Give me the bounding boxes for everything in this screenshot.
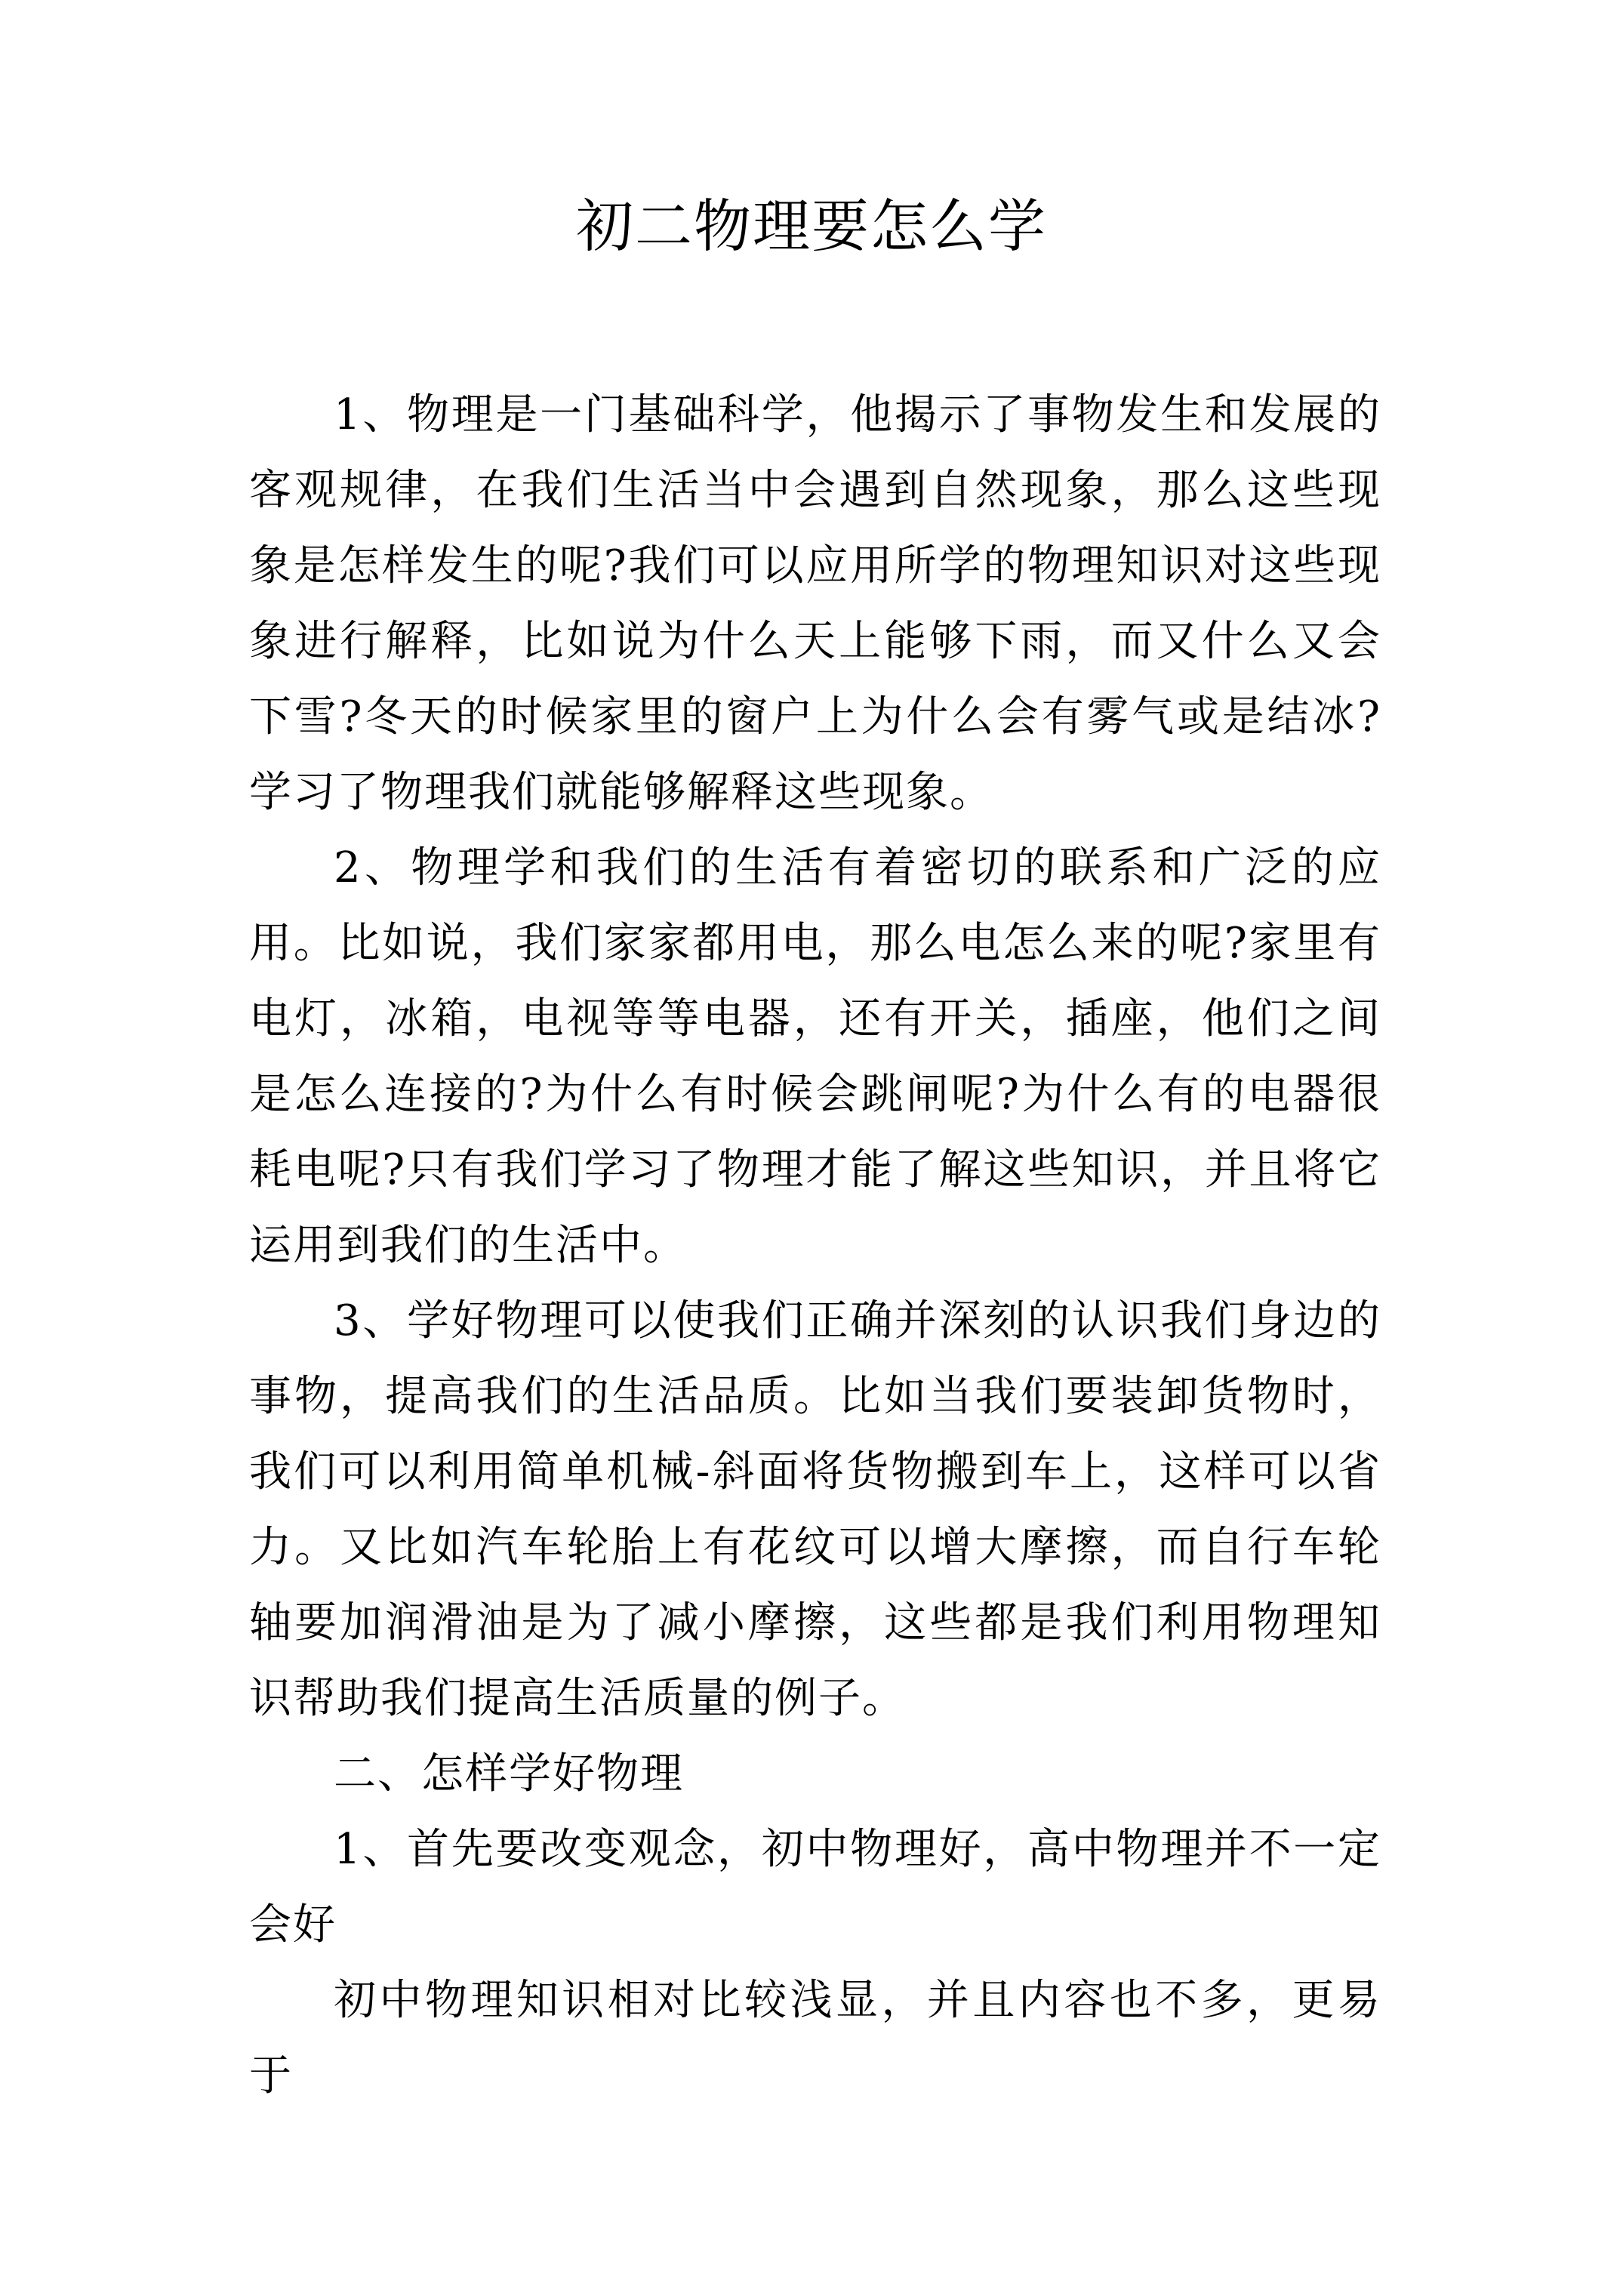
- section-heading: 二、怎样学好物理: [334, 1749, 684, 1798]
- document-body: [249, 378, 1381, 2114]
- document-title: 初二物理要怎么学: [576, 193, 1047, 260]
- paragraph-5: 初中物理知识相对比较浅显，并且内容也不多，更易于: [249, 1976, 1381, 2100]
- paragraph-2: 2、物理学和我们的生活有着密切的联系和广泛的应用。比如说，我们家家都用电，那么电怎么来的呢?家里有电灯，冰箱，电视等等电器，还有开关，插座，他们之间是怎么连接的?为什么有时候会跳闸呢?为什么有的电器很耗电呢?只有我们学习了物理才能了解这些知识，并且将它运用到我们的生活中。: [249, 843, 1381, 1270]
- paragraph-4: 1、首先要改变观念，初中物理好，高中物理并不一定会好: [249, 1825, 1381, 1949]
- paragraph-1: 1、物理是一门基础科学，他揭示了事物发生和发展的客观规律，在我们生活当中会遇到自然现象，那么这些现象是怎样发生的呢?我们可以应用所学的物理知识对这些现象进行解释，比如说为什么天上能够下雨，而又什么又会下雪?冬天的时候家里的窗户上为什么会有雾气或是结冰?学习了物理我们就能够解释这些现象。: [249, 390, 1381, 817]
- paragraph-3: 3、学好物理可以使我们正确并深刻的认识我们身边的事物，提高我们的生活品质。比如当我们要装卸货物时，我们可以利用简单机械-斜面将货物搬到车上，这样可以省力。又比如汽车轮胎上有花纹可以增大摩擦，而自行车轮轴要加润滑油是为了减小摩擦，这些都是我们利用物理知识帮助我们提高生活质量的例子。: [249, 1296, 1381, 1723]
